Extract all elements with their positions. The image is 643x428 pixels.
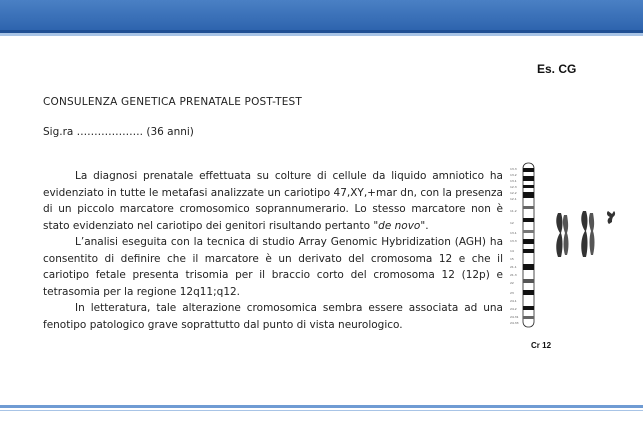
svg-text:13.2: 13.2 <box>510 173 517 177</box>
paragraph-1 <box>43 168 503 234</box>
svg-text:13.3: 13.3 <box>510 239 517 243</box>
bottom-rule-thin <box>0 410 643 411</box>
svg-text:12: 12 <box>510 221 514 225</box>
marker-chromosome <box>607 211 615 224</box>
page-title: CONSULENZA GENETICA PRENATALE POST-TEST <box>43 96 303 108</box>
paragraph-1-end: . <box>425 219 429 232</box>
svg-text:23: 23 <box>510 291 514 295</box>
svg-text:24.31: 24.31 <box>510 315 519 319</box>
svg-text:24.1: 24.1 <box>510 299 517 303</box>
chromosome-pair-1 <box>556 213 568 257</box>
svg-text:14: 14 <box>510 249 514 253</box>
svg-text:24.2: 24.2 <box>510 307 517 311</box>
svg-text:11.2: 11.2 <box>510 209 517 213</box>
bottom-rule <box>0 405 643 408</box>
chromosome-pair-2 <box>581 211 594 257</box>
ideogram-band-labels <box>510 167 519 325</box>
svg-text:21.1: 21.1 <box>510 265 517 269</box>
svg-text:13.1: 13.1 <box>510 179 517 183</box>
report-body <box>43 168 503 333</box>
paragraph-3: In letteratura, tale alterazione cromosomica sembra essere associata ad una fenotipo patologico grave soprattutto dal punto di vista neurologico. <box>43 302 503 331</box>
exercise-tag: Es. CG <box>537 62 577 76</box>
svg-text:12.2: 12.2 <box>510 191 517 195</box>
top-banner <box>0 0 643 33</box>
de-novo-text: "de novo" <box>373 219 426 232</box>
svg-text:12.3: 12.3 <box>510 185 517 189</box>
chromosome-12-ideogram <box>508 160 554 330</box>
figure-label: Cr 12 <box>531 341 552 350</box>
svg-text:15: 15 <box>510 257 514 261</box>
paragraph-2: L’analisi eseguita con la tecnica di studio Array Genomic Hybridization (AGH) ha consentito di definire che il marcatore è un derivato del cromosoma 12 e che il cariotipo fetale presenta trisomia per il braccio corto del cromosoma 12 (12p) e tetrasomia per la regione 12q11;q12. <box>43 236 503 298</box>
svg-text:12.1: 12.1 <box>510 197 517 201</box>
patient-line: Sig.ra ………………. (36 anni) <box>43 126 194 138</box>
marker-chromosome-images <box>552 205 622 265</box>
svg-text:24.33: 24.33 <box>510 321 519 325</box>
svg-text:13.3: 13.3 <box>510 167 517 171</box>
svg-text:13.1: 13.1 <box>510 231 517 235</box>
paragraph-1-text: La diagnosi prenatale effettuata su colture di cellule da liquido amniotico ha evidenziato in tutte le metafasi analizzate un cariotipo 47,XY,+mar dn, con la presenza di un piccolo marcatore cromosomico soprannumerario. Lo stesso marcatore non è stato evidenziato nel cariotipo dei genitori risultando pertanto <box>43 170 503 232</box>
svg-text:22: 22 <box>510 281 514 285</box>
svg-text:21.3: 21.3 <box>510 273 517 277</box>
